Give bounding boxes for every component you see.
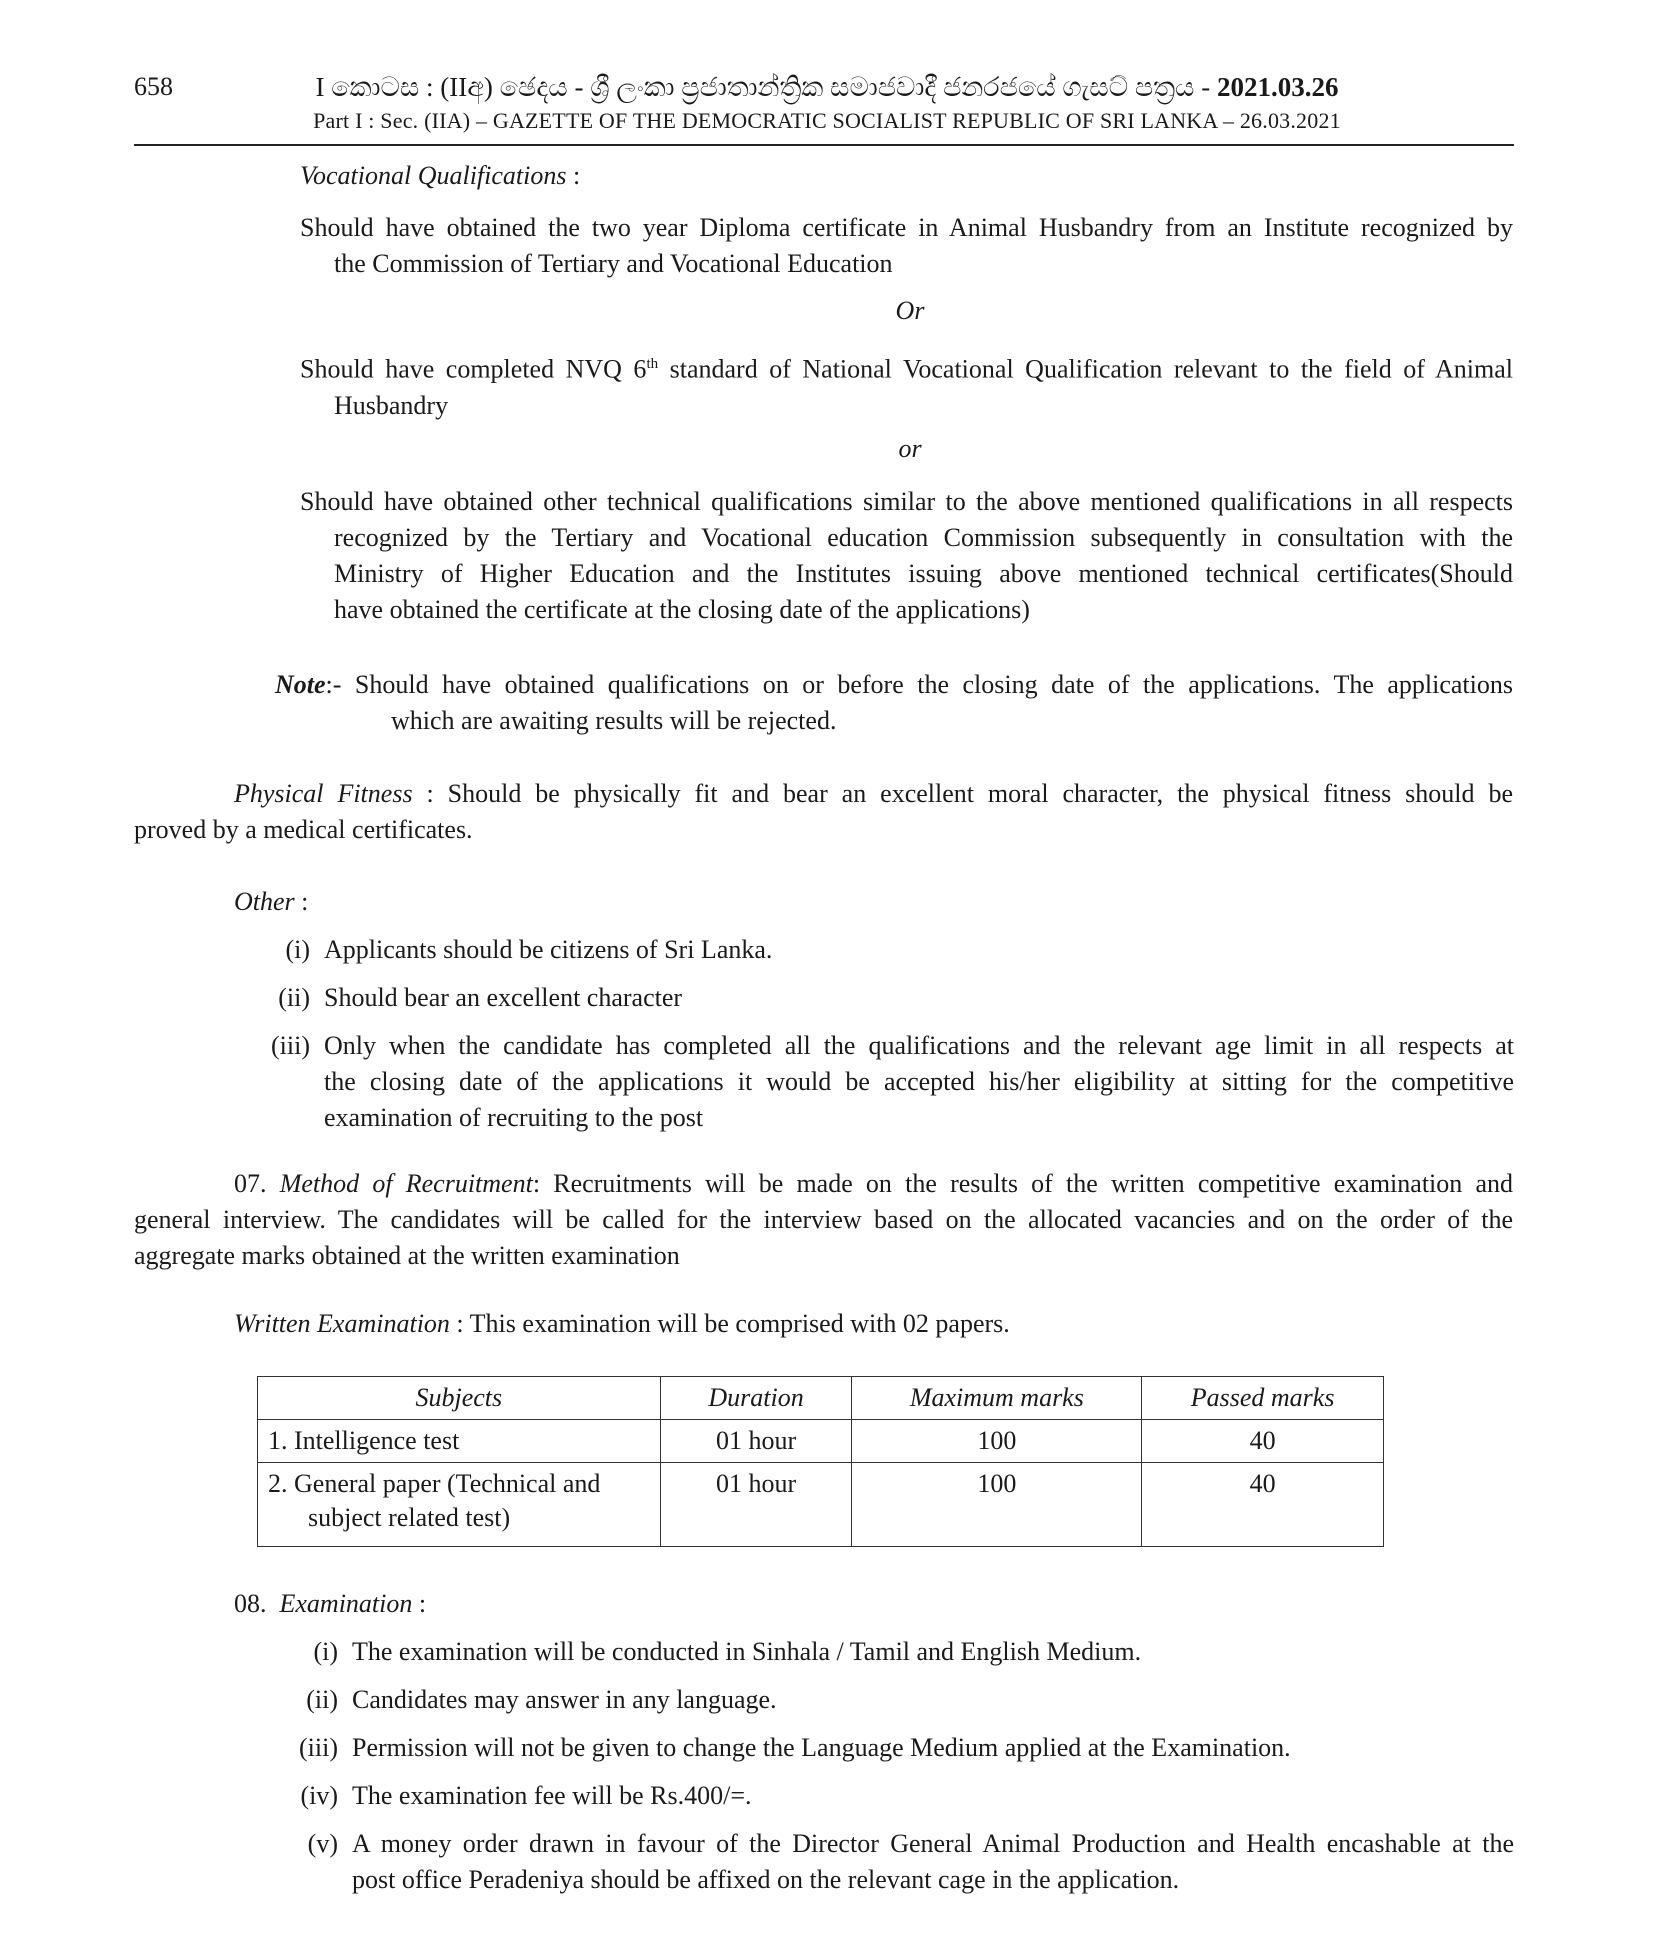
- method-text-1: : Recruitments will be made on the results of the written competitive examination and: [532, 1169, 1514, 1198]
- examination-item-1-number: (i): [313, 1637, 338, 1666]
- examination-label: Examination: [279, 1589, 413, 1618]
- subject-cell: [258, 1463, 661, 1547]
- vocational-item-3-line-1: Should have obtained other technical qualifications similar to the above mentioned qualifications in all respects: [300, 487, 1513, 516]
- vocational-item-2-sup: th: [646, 356, 659, 372]
- vocational-heading: [300, 158, 580, 194]
- table-row: [258, 1420, 1384, 1463]
- method-line-3: aggregate marks obtained at the written examination: [134, 1241, 680, 1270]
- table-header-duration: Duration: [660, 1377, 852, 1420]
- vocational-item-3-line-2: recognized by the Tertiary and Vocational education Commission subsequently in consultation with the: [334, 523, 1513, 552]
- examination-item-5-text: [352, 1826, 1514, 1898]
- note-paragraph: [275, 667, 1513, 739]
- or-separator-2: or: [898, 434, 922, 463]
- examination-item-4-number: (iv): [300, 1781, 338, 1810]
- examination-item-2: [234, 1682, 1514, 1722]
- gazette-header-english: Part I : Sec. (IIA) – GAZETTE OF THE DEMOCRATIC SOCIALIST REPUBLIC OF SRI LANKA – 26.03.2021: [313, 108, 1341, 133]
- physical-fitness-paragraph: [134, 776, 1513, 848]
- examination-item-4: [234, 1778, 1514, 1818]
- vocational-item-2-line-1: [300, 346, 1513, 388]
- written-examination-label: Written Examination: [234, 1309, 450, 1338]
- examination-item-5-line-2: post office Peradeniya should be affixed on the relevant cage in the application.: [352, 1865, 1180, 1894]
- method-label: Method of Recruitment: [279, 1169, 533, 1198]
- other-heading-label: Other: [234, 887, 295, 916]
- vocational-heading-label: Vocational Qualifications: [300, 161, 567, 190]
- header-divider: [134, 144, 1514, 146]
- vocational-item-1-line-2: the Commission of Tertiary and Vocational Education: [334, 249, 893, 278]
- note-line-2: which are awaiting results will be rejected.: [391, 706, 837, 735]
- examination-item-5-number: (v): [307, 1829, 338, 1858]
- examination-item-2-number: (ii): [306, 1685, 338, 1714]
- physical-fitness-label: Physical Fitness: [234, 779, 413, 808]
- examination-number: 08.: [234, 1589, 267, 1618]
- method-of-recruitment-paragraph: [134, 1166, 1513, 1274]
- examination-item-3-text: Permission will not be given to change the Language Medium applied at the Examination.: [352, 1733, 1291, 1762]
- table-header-maximum-marks: Maximum marks: [852, 1377, 1142, 1420]
- vocational-item-1: [300, 210, 1513, 282]
- written-examination-line: [234, 1306, 1010, 1342]
- subject-cell-line-1: 2. General paper (Technical and: [268, 1469, 601, 1498]
- other-heading: [234, 884, 308, 920]
- examination-item-4-text: The examination fee will be Rs.400/=.: [352, 1781, 752, 1810]
- table-row: [258, 1463, 1384, 1547]
- examination-item-2-text: Candidates may answer in any language.: [352, 1685, 777, 1714]
- other-item-1-number: (i): [285, 935, 310, 964]
- vocational-item-3: [300, 484, 1513, 628]
- method-line-1: [134, 1166, 1513, 1202]
- gazette-header-sinhala-date: 2021.03.26: [1216, 72, 1339, 102]
- gazette-header-sinhala-text: I කොටස : (IIඅ) ඡෙදය - ශ්‍රී ලංකා ප්‍රජාතාන්ත්‍රික සමාජවාදී ජනරජයේ ගැසට් පත්‍රය -: [315, 72, 1211, 102]
- duration-cell: 01 hour: [660, 1420, 852, 1463]
- examination-item-1: [234, 1634, 1514, 1674]
- written-examination-text: : This examination will be comprised with 02 papers.: [449, 1309, 1010, 1338]
- other-item-3: [234, 1028, 1514, 1138]
- max-marks-cell: 100: [852, 1420, 1142, 1463]
- examination-item-5-line-1: A money order drawn in favour of the Director General Animal Production and Health encashable at the: [352, 1829, 1514, 1858]
- other-item-3-line-1: Only when the candidate has completed all the qualifications and the relevant age limit in all respects at: [324, 1031, 1514, 1060]
- examination-item-3-number: (iii): [299, 1733, 338, 1762]
- physical-fitness-line-2: proved by a medical certificates.: [134, 815, 473, 844]
- other-item-3-text: [324, 1028, 1514, 1136]
- vocational-item-3-line-3: Ministry of Higher Education and the Institutes issuing above mentioned technical certificates(Should: [334, 559, 1513, 588]
- other-item-2-text: Should bear an excellent character: [324, 983, 683, 1012]
- other-heading-colon: :: [294, 887, 309, 916]
- other-item-2: [234, 980, 1514, 1020]
- exam-papers-table: [257, 1376, 1384, 1547]
- vocational-item-2-line-2: Husbandry: [334, 390, 449, 420]
- examination-item-3: [234, 1730, 1514, 1770]
- duration-cell: 01 hour: [660, 1463, 852, 1547]
- other-item-1: [234, 932, 1514, 972]
- max-marks-cell: 100: [852, 1463, 1142, 1547]
- gazette-header-sinhala: [0, 72, 1654, 104]
- examination-heading: [234, 1586, 426, 1622]
- other-item-3-line-3: examination of recruiting to the post: [324, 1103, 704, 1132]
- physical-fitness-text-1: : Should be physically fit and bear an excellent moral character, the physical fitness should be: [412, 779, 1513, 808]
- vocational-item-3-line-4: have obtained the certificate at the closing date of the applications): [334, 595, 1030, 624]
- vocational-item-2-text-b: standard of National Vocational Qualification relevant to the field of Animal: [658, 354, 1513, 384]
- note-label: Note: [275, 670, 326, 699]
- subject-cell: 1. Intelligence test: [258, 1420, 661, 1463]
- table-header-passed-marks: Passed marks: [1142, 1377, 1384, 1420]
- examination-item-1-text: The examination will be conducted in Sinhala / Tamil and English Medium.: [352, 1637, 1142, 1666]
- vocational-item-1-line-1: Should have obtained the two year Diploma certificate in Animal Husbandry from an Institute recognized by: [300, 213, 1513, 242]
- passed-marks-cell: 40: [1142, 1420, 1384, 1463]
- note-text-1: :- Should have obtained qualifications on or before the closing date of the applications. The applications: [325, 670, 1513, 699]
- other-item-3-line-2: the closing date of the applications it would be accepted his/her eligibility at sitting for the competitive: [324, 1067, 1514, 1096]
- other-item-1-text: Applicants should be citizens of Sri Lanka.: [324, 935, 773, 964]
- other-item-3-number: (iii): [271, 1031, 310, 1060]
- subject-cell-line-2: subject related test): [308, 1503, 511, 1532]
- or-separator-1: Or: [895, 296, 925, 325]
- table-header-row: [258, 1377, 1384, 1420]
- note-line-1: [275, 667, 1513, 703]
- vocational-item-2-text-a: Should have completed NVQ 6: [300, 354, 647, 384]
- physical-fitness-line-1: [134, 776, 1513, 812]
- method-number: 07.: [234, 1169, 280, 1198]
- passed-marks-cell: 40: [1142, 1463, 1384, 1547]
- examination-item-5: [234, 1826, 1514, 1906]
- method-line-2: general interview. The candidates will be called for the interview based on the allocated vacancies and on the order of the: [134, 1205, 1513, 1234]
- table-header-subjects: Subjects: [258, 1377, 661, 1420]
- examination-colon: :: [412, 1589, 427, 1618]
- other-item-2-number: (ii): [278, 983, 310, 1012]
- vocational-heading-colon: :: [566, 161, 581, 190]
- vocational-item-2: [300, 346, 1513, 424]
- page-number: 658: [134, 72, 173, 101]
